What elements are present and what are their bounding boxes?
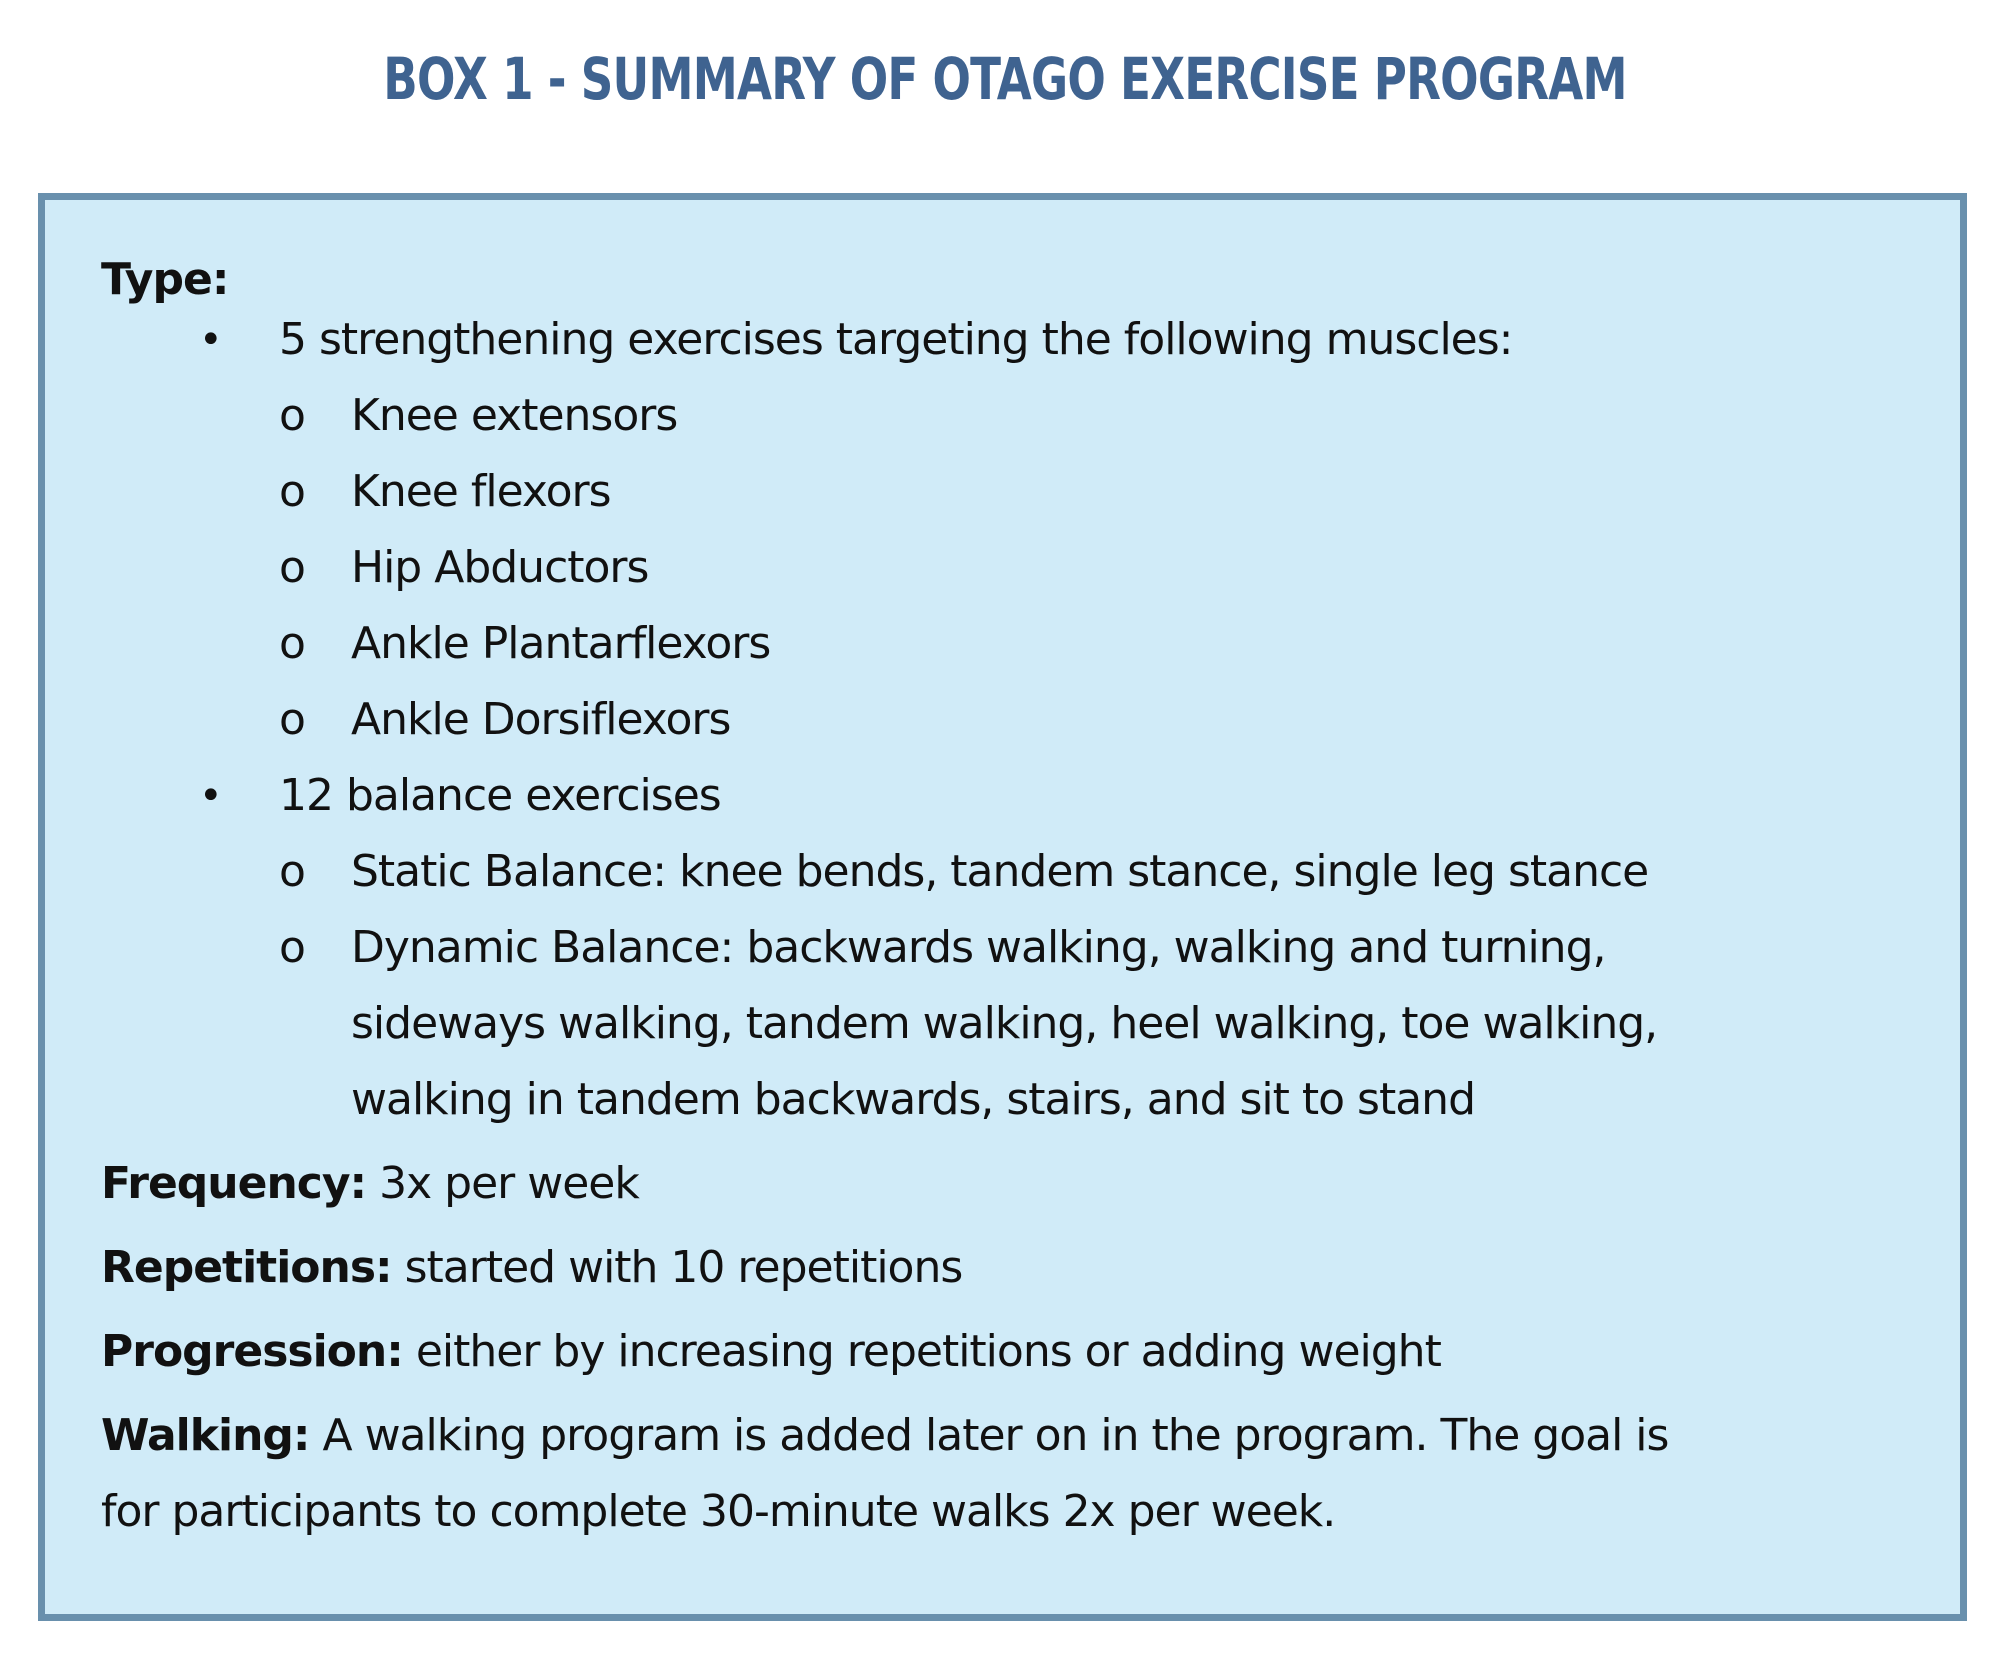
- walking-value-line-1: A walking program is added later on in the program. The goal is: [309, 1410, 1669, 1461]
- progression-row: [101, 1324, 1441, 1380]
- sub-bullet-icon: o: [279, 542, 305, 593]
- walking-value-line-2: for participants to complete 30-minute walks 2x per week.: [101, 1486, 1336, 1537]
- bullet-icon: •: [199, 317, 222, 363]
- muscle-item: Hip Abductors: [351, 542, 649, 593]
- frequency-value: 3x per week: [366, 1158, 639, 1209]
- muscle-item: Ankle Plantarflexors: [351, 618, 771, 669]
- muscle-item: Ankle Dorsiflexors: [351, 694, 731, 745]
- dynamic-balance-line-2: sideways walking, tandem walking, heel walking, toe walking,: [351, 998, 1658, 1049]
- summary-box: [38, 193, 1967, 1621]
- page-title: BOX 1 - SUMMARY OF OTAGO EXERCISE PROGRAM: [383, 45, 1627, 113]
- muscle-item: Knee extensors: [351, 390, 678, 441]
- walking-row: [101, 1408, 1668, 1464]
- walking-row-continuation: [101, 1484, 1335, 1540]
- frequency-label: Frequency:: [101, 1158, 367, 1209]
- muscle-item: Knee flexors: [351, 466, 611, 517]
- dynamic-balance-line-1: Dynamic Balance: backwards walking, walking and turning,: [351, 922, 1606, 973]
- static-balance-text: Static Balance: knee bends, tandem stance, single leg stance: [351, 846, 1649, 897]
- bullet-icon: •: [199, 773, 222, 819]
- walking-label: Walking:: [101, 1410, 310, 1461]
- sub-bullet-icon: o: [279, 922, 305, 973]
- progression-value: either by increasing repetitions or adding weight: [402, 1326, 1441, 1377]
- progression-label: Progression:: [101, 1326, 403, 1377]
- type-label: Type:: [101, 254, 229, 305]
- repetitions-label: Repetitions:: [101, 1242, 392, 1293]
- sub-bullet-icon: o: [279, 390, 305, 441]
- sub-bullet-icon: o: [279, 466, 305, 517]
- sub-bullet-icon: o: [279, 618, 305, 669]
- dynamic-balance-line-3: walking in tandem backwards, stairs, and sit to stand: [351, 1074, 1475, 1125]
- repetitions-value: started with 10 repetitions: [391, 1242, 963, 1293]
- sub-bullet-icon: o: [279, 694, 305, 745]
- balance-text: 12 balance exercises: [279, 770, 721, 821]
- sub-bullet-icon: o: [279, 846, 305, 897]
- strengthening-text: 5 strengthening exercises targeting the following muscles:: [279, 314, 1513, 365]
- frequency-row: [101, 1156, 639, 1212]
- repetitions-row: [101, 1240, 962, 1296]
